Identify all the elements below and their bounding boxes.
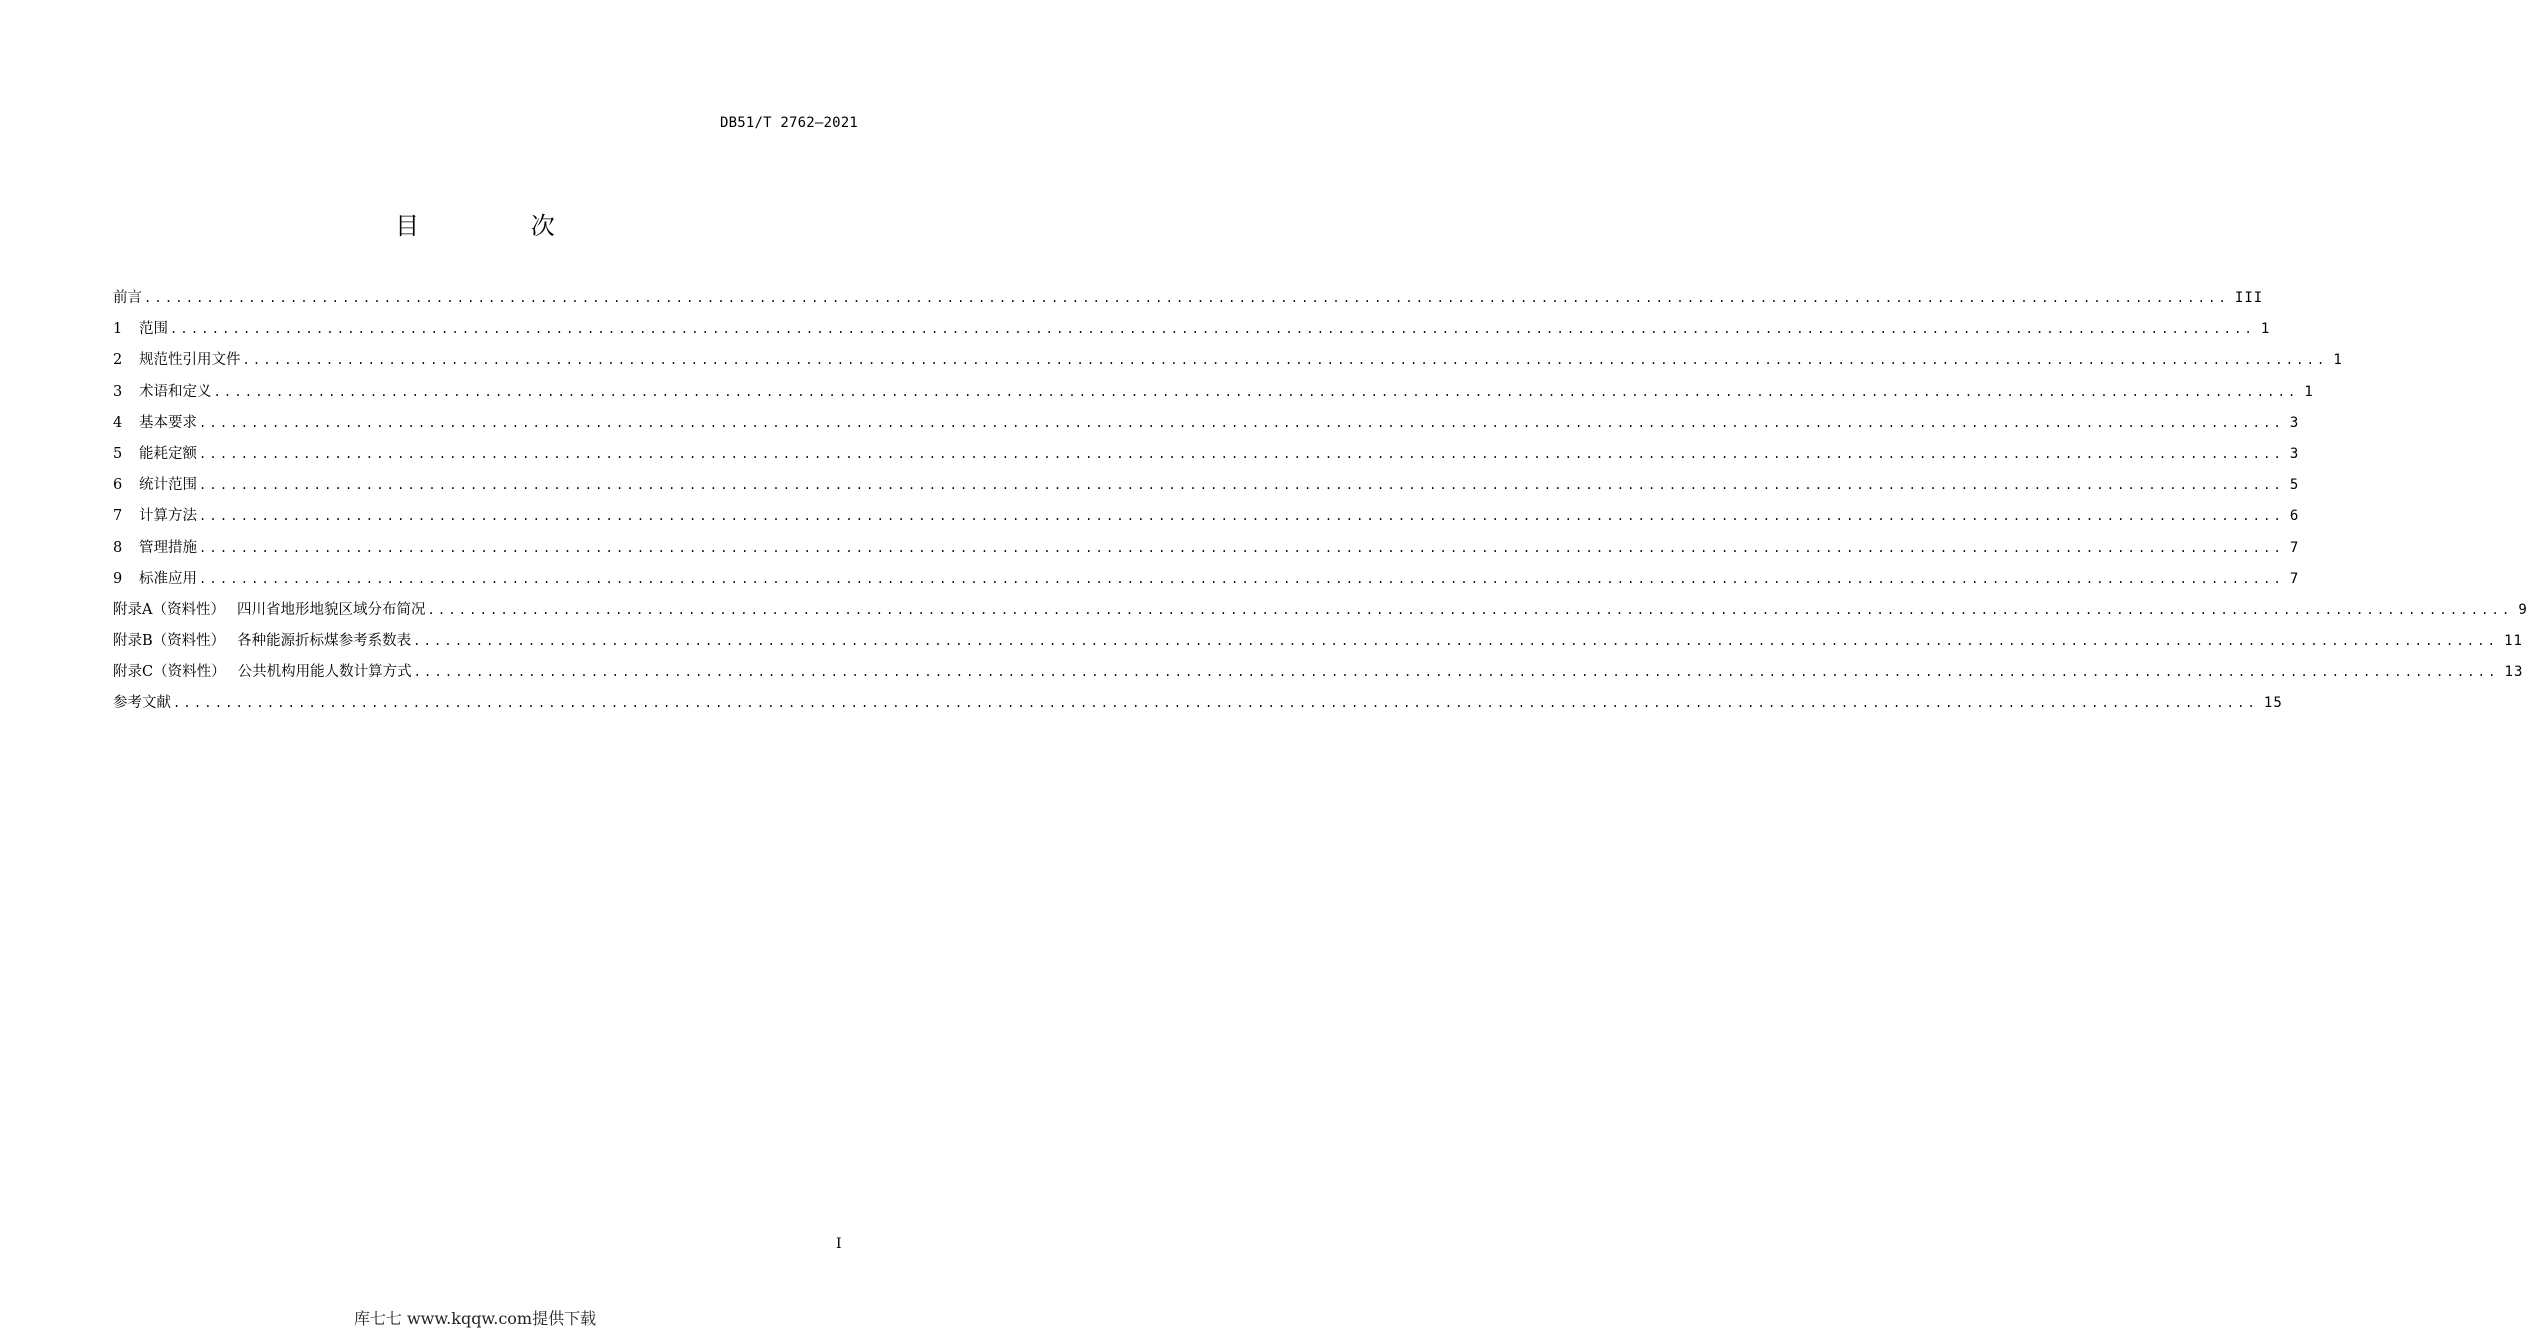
toc-item-statistical-scope[interactable] <box>113 473 2300 504</box>
toc-leader-dots: ........................................................................................................................................................................................................ <box>413 665 2499 680</box>
toc-item-page: 1 <box>2304 383 2314 400</box>
toc-item-label: 统计范围 <box>139 477 197 494</box>
toc-item-page: III <box>2234 290 2264 306</box>
toc-item-number: 5 <box>113 445 123 462</box>
toc-item-number: 6 <box>113 477 123 494</box>
toc-item-page: 7 <box>2289 539 2300 556</box>
toc-item-label: 标准应用 <box>139 570 197 587</box>
toc-item-label: 能耗定额 <box>139 445 197 462</box>
toc-item-number: 4 <box>113 414 123 431</box>
toc-appendix-tag: 附录A（资料性） <box>113 601 225 618</box>
toc-item-page: 1 <box>2260 321 2271 338</box>
toc-leader-dots: ........................................................................................................................................................................................................ <box>199 446 2284 461</box>
toc-item-number: 8 <box>113 539 123 556</box>
toc-item-page: 1 <box>2333 352 2343 369</box>
toc-item-number: 3 <box>113 383 123 400</box>
toc-item-number: 1 <box>113 321 123 338</box>
toc-item-calculation-method[interactable] <box>113 504 2300 535</box>
toc-leader-dots: ........................................................................................................................................................................................................ <box>173 696 2258 711</box>
toc-item-label: 参考文献 <box>113 695 171 712</box>
toc-item-references[interactable] <box>113 691 2283 722</box>
toc-item-page: 13 <box>2504 664 2524 681</box>
toc-item-page: 15 <box>2263 695 2283 712</box>
toc-appendix-tag: 附录C（资料性） <box>113 664 226 681</box>
toc-leader-dots: ........................................................................................................................................................................................................ <box>242 353 2328 368</box>
toc-item-label: 规范性引用文件 <box>139 352 241 369</box>
toc-leader-dots: ........................................................................................................................................................................................................ <box>413 634 2499 649</box>
document-number: DB51/T 2762—2021 <box>719 115 858 131</box>
toc-item-label: 范围 <box>139 321 168 338</box>
toc-item-number: 2 <box>113 352 123 369</box>
toc-item-page: 9 <box>2518 601 2528 618</box>
toc-leader-dots: ........................................................................................................................................................................................................ <box>199 509 2284 524</box>
toc-leader-dots: ........................................................................................................................................................................................................ <box>199 478 2284 493</box>
toc-item-appendix-a[interactable] <box>113 598 2528 629</box>
toc-item-page: 3 <box>2289 414 2300 431</box>
toc-item-scope[interactable] <box>113 317 2271 348</box>
toc-item-basic-requirements[interactable] <box>113 411 2300 442</box>
toc-appendix-tag: 附录B（资料性） <box>113 633 226 650</box>
page-number: I <box>836 1236 842 1252</box>
toc-item-foreword[interactable] <box>113 286 2264 317</box>
toc-item-label: 计算方法 <box>139 508 197 525</box>
toc-item-page: 11 <box>2504 633 2523 650</box>
toc-item-label: 术语和定义 <box>139 383 212 400</box>
toc-leader-dots: ........................................................................................................................................................................................................ <box>427 602 2513 617</box>
toc-leader-dots: ........................................................................................................................................................................................................ <box>144 291 2229 305</box>
toc-leader-dots: ........................................................................................................................................................................................................ <box>199 540 2284 555</box>
toc-item-label: 基本要求 <box>139 414 197 431</box>
toc-item-appendix-b[interactable] <box>113 629 2523 660</box>
toc-item-number: 9 <box>113 570 123 587</box>
toc-item-label: 各种能源折标煤参考系数表 <box>237 633 412 650</box>
toc-item-energy-quota[interactable] <box>113 442 2300 473</box>
toc-item-number: 7 <box>113 508 123 525</box>
toc-item-management-measures[interactable] <box>113 536 2300 567</box>
toc-item-label: 前言 <box>113 290 142 306</box>
toc-leader-dots: ........................................................................................................................................................................................................ <box>170 322 2255 337</box>
toc-list <box>113 286 2528 723</box>
toc-item-standard-application[interactable] <box>113 567 2300 598</box>
toc-item-normative-references[interactable] <box>113 348 2343 379</box>
footer-watermark: 库七七 www.kqqw.com提供下载 <box>353 1309 597 1328</box>
toc-leader-dots: ........................................................................................................................................................................................................ <box>199 415 2284 430</box>
toc-title: 目 次 <box>395 212 607 240</box>
toc-item-label: 管理措施 <box>139 539 197 556</box>
toc-item-label: 四川省地形地貌区域分布简况 <box>236 601 426 618</box>
toc-item-page: 3 <box>2289 445 2300 462</box>
toc-item-page: 6 <box>2289 508 2300 525</box>
toc-item-appendix-c[interactable] <box>113 660 2524 691</box>
toc-leader-dots: ........................................................................................................................................................................................................ <box>199 571 2284 586</box>
toc-item-page: 7 <box>2289 570 2300 587</box>
toc-item-label: 公共机构用能人数计算方式 <box>237 664 412 681</box>
toc-item-terms-definitions[interactable] <box>113 380 2314 411</box>
toc-leader-dots: ........................................................................................................................................................................................................ <box>213 384 2299 399</box>
toc-item-page: 5 <box>2289 477 2300 494</box>
